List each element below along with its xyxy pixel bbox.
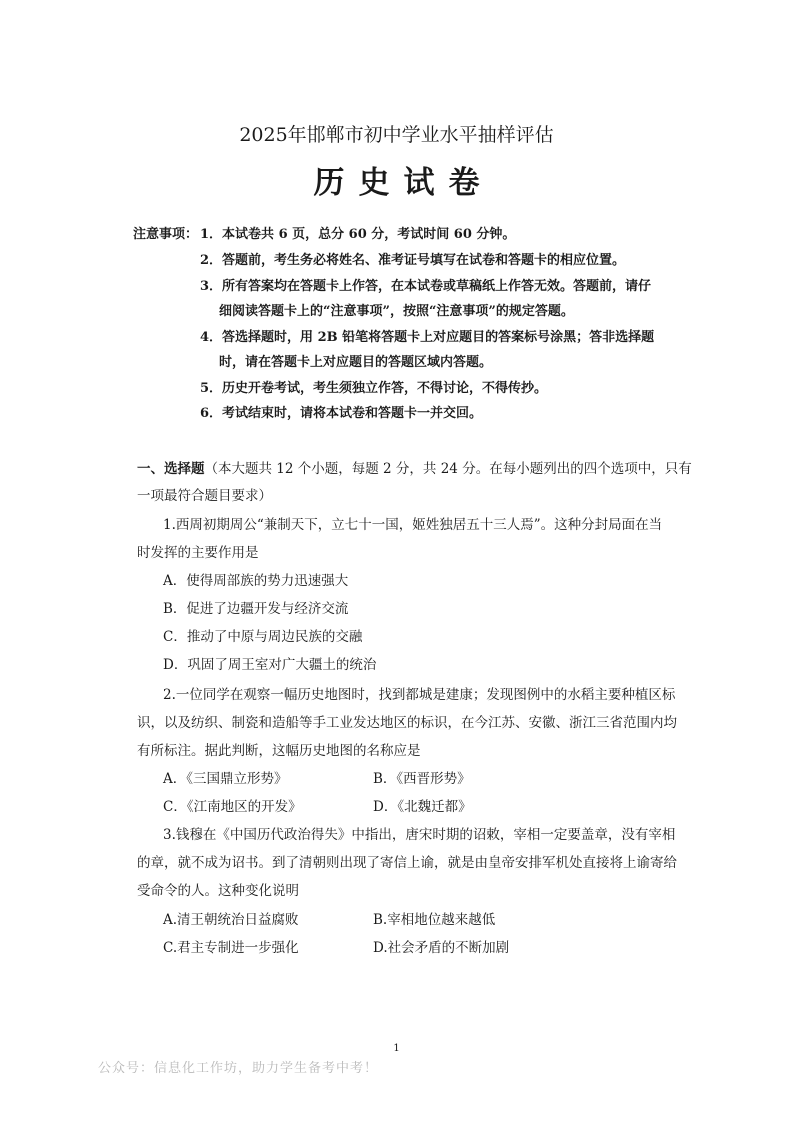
q2-option-c: C．《江南地区的开发》 xyxy=(163,799,302,815)
q1-option-d: D．巩固了周王室对广大疆土的统治 xyxy=(163,657,377,673)
q3-stem-line3: 受命令的人。这种变化说明 xyxy=(137,883,299,899)
q2-stem-line2: 识，以及纺织、制瓷和造船等手工业发达地区的标识，在今江苏、安徽、浙江三省范围内均 xyxy=(137,715,677,731)
notice-item: 6．考试结束时，请将本试卷和答题卡一并交回。 xyxy=(200,406,483,421)
q2-stem-line3: 有所标注。据此判断，这幅历史地图的名称应是 xyxy=(137,743,421,759)
q3-stem-line1: 3.钱穆在《中国历代政治得失》中指出，唐宋时期的诏敕，宰相一定要盖章，没有宰相 xyxy=(163,827,676,843)
q3-stem-line2: 的章，就不成为诏书。到了清朝则出现了寄信上谕，就是由皇帝安排军机处直接将上谕寄给 xyxy=(137,855,677,871)
q3-option-c: C.君主专制进一步强化 xyxy=(163,940,299,956)
notice-item: 4．答选择题时，用 2B 铅笔将答题卡上对应题目的答案标号涂黑；答非选择题 xyxy=(200,330,655,345)
subject-title: 历史试卷 xyxy=(313,165,494,201)
notice-item: 2．答题前，考生务必将姓名、准考证号填写在试卷和答题卡的相应位置。 xyxy=(200,253,626,268)
notice-item: 1．本试卷共 6 页，总分 60 分，考试时间 60 分钟。 xyxy=(200,227,516,242)
q2-stem-line1: 2.一位同学在观察一幅历史地图时，找到都城是建康；发现图例中的水稻主要种植区标 xyxy=(163,687,676,703)
q3-option-b: B.宰相地位越来越低 xyxy=(373,912,496,928)
q3-option-a: A.清王朝统治日益腐败 xyxy=(163,912,299,928)
notice-label: 注意事项： xyxy=(133,227,199,242)
notice-item: 时，请在答题卡上对应题目的答题区域内答题。 xyxy=(219,355,493,370)
section-description-line2: 一项最符合题目要求） xyxy=(137,488,272,504)
q2-option-d: D．《北魏迁都》 xyxy=(373,799,472,815)
section-description: （本大题共 12 个小题，每题 2 分，共 24 分。在每小题列出的四个选项中，只有 xyxy=(204,461,692,477)
q2-option-b: B．《西晋形势》 xyxy=(373,771,471,787)
q3-option-d: D.社会矛盾的不断加剧 xyxy=(373,940,510,956)
notice-item: 5．历史开卷考试，考生须独立作答，不得讨论，不得传抄。 xyxy=(200,381,548,396)
section-heading: 一、选择题 xyxy=(137,461,205,477)
notice-item: 3．所有答案均在答题卡上作答，在本试卷或草稿纸上作答无效。答题前，请仔 xyxy=(200,279,652,294)
q1-stem-line2: 时发挥的主要作用是 xyxy=(137,545,259,561)
watermark-text: 公众号：信息化工作坊，助力学生备考中考！ xyxy=(98,1061,379,1076)
q2-option-a: A．《三国鼎立形势》 xyxy=(163,771,288,787)
exam-title: 2025年邯郸市初中学业水平抽样评估 xyxy=(239,124,554,146)
q1-option-b: B．促进了边疆开发与经济交流 xyxy=(163,601,349,617)
notice-item: 细阅读答题卡上的“注意事项”，按照“注意事项”的规定答题。 xyxy=(219,304,574,319)
q1-option-a: A．使得周部族的势力迅速强大 xyxy=(163,573,349,589)
section-heading-line1 xyxy=(137,457,692,477)
q1-option-c: C．推动了中原与周边民族的交融 xyxy=(163,629,363,645)
q1-stem-line1: 1.西周初期周公“兼制天下，立七十一国，姬姓独居五十三人焉”。这种分封局面在当 xyxy=(163,517,663,533)
page-number: 1 xyxy=(393,1043,400,1054)
